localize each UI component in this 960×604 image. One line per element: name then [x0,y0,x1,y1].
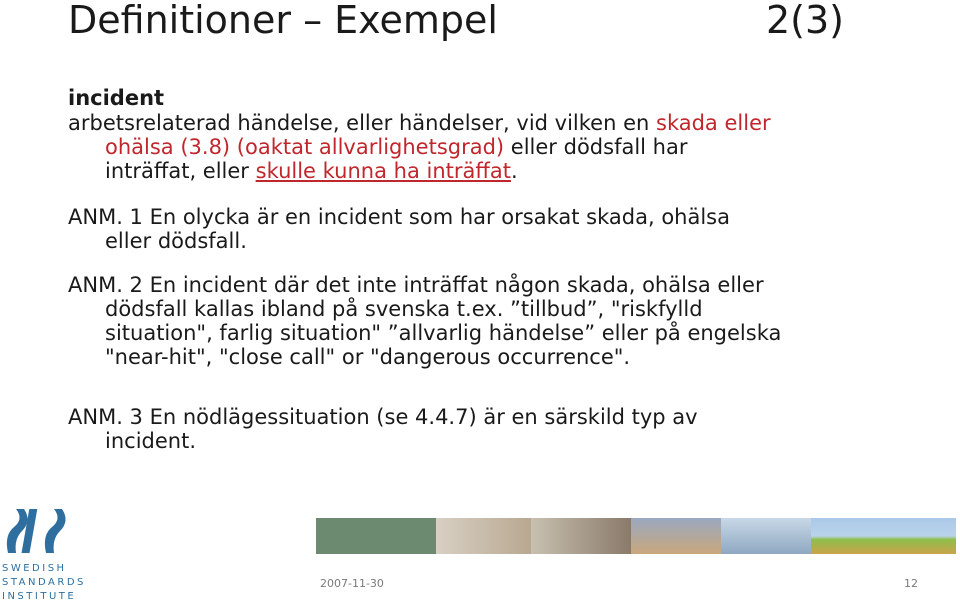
term-heading: incident [68,86,165,110]
note-line: eller dödsfall. [105,229,247,253]
note-line: ANM. 1 En olycka är en incident som har orsakat skada, ohälsa [68,205,730,229]
decorative-photo-strip [316,518,956,554]
photo-panel [531,518,631,554]
definition-line-3 [68,159,948,183]
definition-text: arbetsrelaterad händelse, eller händelser, vid vilken en [68,111,656,135]
note-line: ANM. 3 En nödlägessituation (se 4.4.7) är en särskild typ av [68,405,698,429]
footer-page-number: 12 [904,577,918,590]
photo-panel [721,518,811,554]
note-1 [68,205,948,253]
photo-panel [811,518,956,554]
definition-text: inträffat, eller [105,159,256,183]
definition-highlight: ohälsa (3.8) (oaktat allvarlighetsgrad) [105,135,505,159]
photo-panel [316,518,436,554]
sis-logo [2,505,86,603]
logo-text-line: SWEDISH [2,563,67,574]
slide-content [68,85,948,453]
note-2 [68,273,948,369]
definition-paragraph [68,111,948,183]
definition-highlight: skada eller [656,111,771,135]
footer-date: 2007-11-30 [320,577,384,590]
slide-page-fraction: 2(3) [766,0,845,42]
logo-text-line: STANDARDS [2,577,86,588]
note-line: situation", farlig situation" ”allvarlig händelse” eller på engelska [105,321,782,345]
note-line: dödsfall kallas ibland på svenska t.ex. ”tillbud”, "riskfylld [105,297,703,321]
slide-title: Definitioner – Exempel [68,0,498,42]
definition-text: . [510,159,518,183]
photo-panel [631,518,721,554]
definition-highlight-underlined: skulle kunna ha inträffat [255,159,511,183]
definition-line-2 [68,135,948,159]
sis-logo-icon [2,505,74,557]
logo-text-line: INSTITUTE [2,591,77,602]
note-line: "near-hit", "close call" or "dangerous occurrence". [105,345,631,369]
note-line: ANM. 2 En incident där det inte inträffat någon skada, ohälsa eller [68,273,764,297]
note-3 [68,405,948,453]
note-line: incident. [105,429,196,453]
photo-panel [436,518,531,554]
definition-text: eller dödsfall har [504,135,688,159]
